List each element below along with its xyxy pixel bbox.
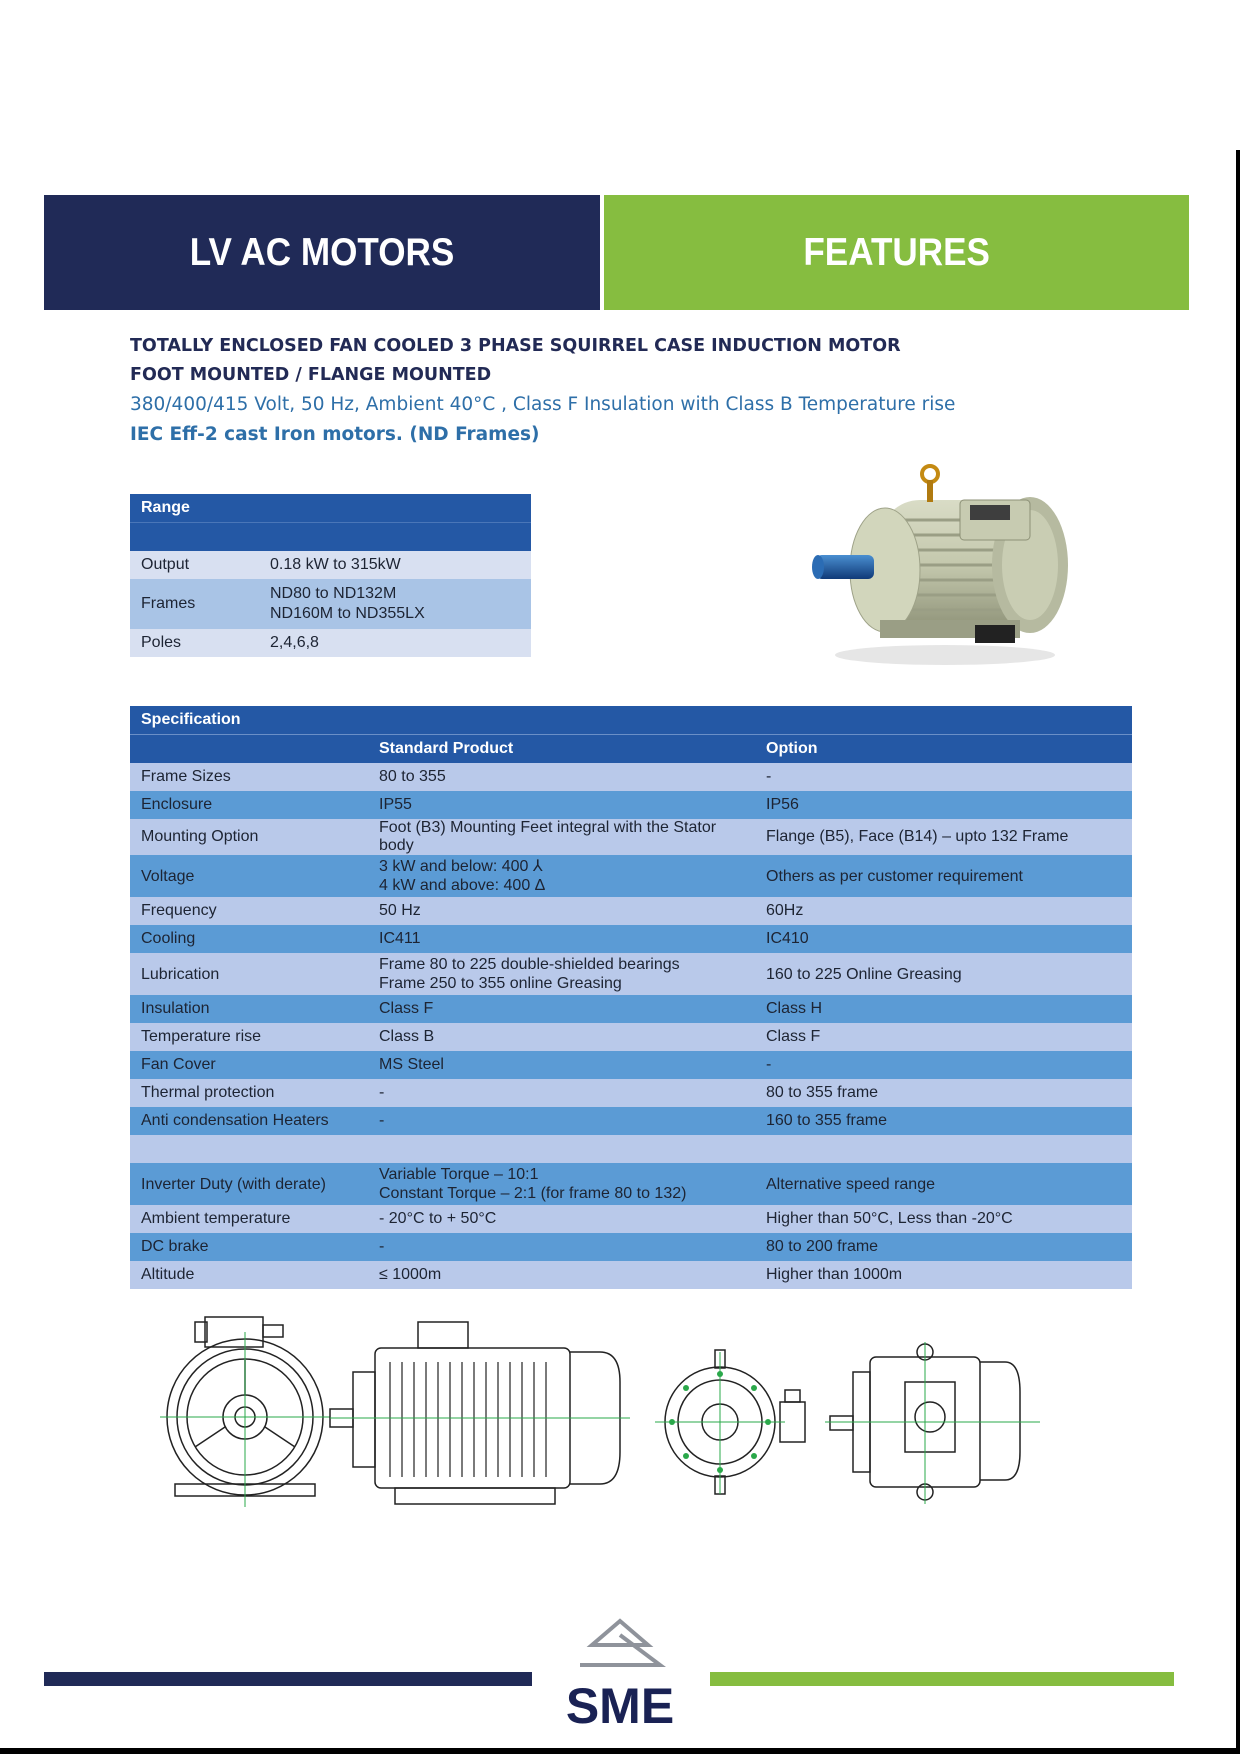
table-row xyxy=(130,819,1132,855)
spec-label: Ambient temperature xyxy=(130,1205,368,1233)
spec-option: Higher than 50°C, Less than -20°C xyxy=(755,1205,1132,1233)
spec-standard-line: 3 kW and below: 400 ⅄ xyxy=(379,858,543,875)
spec-option: 160 to 225 Online Greasing xyxy=(755,953,1132,995)
spec-option: 80 to 355 frame xyxy=(755,1079,1132,1107)
spec-option: Higher than 1000m xyxy=(755,1261,1132,1289)
spec-label: Frequency xyxy=(130,897,368,925)
footer-bar-right xyxy=(710,1672,1174,1686)
specification-table xyxy=(130,706,1132,1289)
page-border-right xyxy=(1236,150,1240,1754)
page-border-bottom xyxy=(0,1748,1240,1754)
footer-bar-left xyxy=(44,1672,532,1686)
spec-header-blank xyxy=(130,735,368,764)
spec-standard: 50 Hz xyxy=(368,897,755,925)
range-blank-row xyxy=(130,523,531,552)
spec-standard: IP55 xyxy=(368,791,755,819)
spec-option: Class H xyxy=(755,995,1132,1023)
header-right-banner xyxy=(604,195,1189,310)
spec-label: Voltage xyxy=(130,855,368,897)
spec-standard-line: Frame 250 to 355 online Greasing xyxy=(379,975,622,992)
spec-option: 60Hz xyxy=(755,897,1132,925)
table-row xyxy=(130,1051,1132,1079)
table-row xyxy=(130,1163,1132,1205)
intro-block xyxy=(130,336,1130,445)
table-row xyxy=(130,1023,1132,1051)
spec-standard: Class B xyxy=(368,1023,755,1051)
spec-label: Fan Cover xyxy=(130,1051,368,1079)
spec-label: Cooling xyxy=(130,925,368,953)
table-row xyxy=(130,1079,1132,1107)
header-right-title: FEATURES xyxy=(803,230,990,274)
table-row xyxy=(130,1135,1132,1163)
table-row xyxy=(130,551,531,579)
table-row xyxy=(130,995,1132,1023)
spec-standard-line: 4 kW and above: 400 Δ xyxy=(379,877,546,894)
range-title: Range xyxy=(130,494,531,523)
spec-option: - xyxy=(755,763,1132,791)
range-value-line: ND160M to ND355LX xyxy=(270,605,425,622)
spec-option: IC410 xyxy=(755,925,1132,953)
intro-line-efficiency: IEC Eff-2 cast Iron motors. (ND Frames) xyxy=(130,424,540,445)
spec-option: Flange (B5), Face (B14) – upto 132 Frame xyxy=(755,819,1132,855)
spec-standard: Class F xyxy=(368,995,755,1023)
spec-option: - xyxy=(755,1051,1132,1079)
table-row xyxy=(130,855,1132,897)
spec-standard: - xyxy=(368,1107,755,1135)
spec-option: Others as per customer requirement xyxy=(755,855,1132,897)
range-value xyxy=(259,579,531,629)
range-value-line: ND80 to ND132M xyxy=(270,585,397,602)
spec-label: Temperature rise xyxy=(130,1023,368,1051)
spec-label: Inverter Duty (with derate) xyxy=(130,1163,368,1205)
spec-standard: - xyxy=(368,1233,755,1261)
spec-label: Mounting Option xyxy=(130,819,368,855)
header-left-banner xyxy=(44,195,600,310)
spec-standard: Foot (B3) Mounting Feet integral with the Stator body xyxy=(368,819,755,855)
specification-title: Specification xyxy=(130,706,1132,735)
table-row xyxy=(130,1205,1132,1233)
intro-line-ratings: 380/400/415 Volt, 50 Hz, Ambient 40°C , Class F Insulation with Class B Temperature rise xyxy=(130,394,956,415)
spec-label: DC brake xyxy=(130,1233,368,1261)
spec-standard: - xyxy=(368,1079,755,1107)
spec-option: 80 to 200 frame xyxy=(755,1233,1132,1261)
spec-standard xyxy=(368,1163,755,1205)
spec-option: Alternative speed range xyxy=(755,1163,1132,1205)
spec-standard: 80 to 355 xyxy=(368,763,755,791)
spec-label: Anti condensation Heaters xyxy=(130,1107,368,1135)
spec-standard: - 20°C to + 50°C xyxy=(368,1205,755,1233)
spec-label: Insulation xyxy=(130,995,368,1023)
spec-label: Lubrication xyxy=(130,953,368,995)
intro-line-mounting: FOOT MOUNTED / FLANGE MOUNTED xyxy=(130,365,492,385)
spec-standard xyxy=(368,953,755,995)
spec-option: 160 to 355 frame xyxy=(755,1107,1132,1135)
header-left-title: LV AC MOTORS xyxy=(189,230,455,274)
spec-standard-line: Variable Torque – 10:1 xyxy=(379,1166,539,1183)
spec-standard: ≤ 1000m xyxy=(368,1261,755,1289)
sme-logo-text: SME xyxy=(565,1678,675,1734)
table-row xyxy=(130,1261,1132,1289)
range-value: 2,4,6,8 xyxy=(259,629,531,657)
spec-option: IP56 xyxy=(755,791,1132,819)
spec-label: Thermal protection xyxy=(130,1079,368,1107)
spec-standard xyxy=(368,1135,755,1163)
motor-photo xyxy=(810,460,1080,670)
spec-label: Frame Sizes xyxy=(130,763,368,791)
spec-option: Class F xyxy=(755,1023,1132,1051)
spec-standard-line: Frame 80 to 225 double-shielded bearings xyxy=(379,956,680,973)
spec-standard-line: Constant Torque – 2:1 (for frame 80 to 132) xyxy=(379,1185,687,1202)
drawing-side-view xyxy=(330,1322,620,1504)
spec-standard: MS Steel xyxy=(368,1051,755,1079)
table-row xyxy=(130,925,1132,953)
spec-standard xyxy=(368,855,755,897)
table-row xyxy=(130,791,1132,819)
spec-label: Altitude xyxy=(130,1261,368,1289)
table-row xyxy=(130,579,531,629)
range-label: Frames xyxy=(130,579,259,629)
spec-header-option: Option xyxy=(755,735,1132,764)
spec-option xyxy=(755,1135,1132,1163)
range-label: Poles xyxy=(130,629,259,657)
motor-dimension-drawings xyxy=(160,1312,1080,1508)
sme-logo xyxy=(540,1615,700,1745)
table-row xyxy=(130,629,531,657)
spec-label: Enclosure xyxy=(130,791,368,819)
spec-standard: IC411 xyxy=(368,925,755,953)
range-table xyxy=(130,494,531,657)
spec-label xyxy=(130,1135,368,1163)
table-row xyxy=(130,1233,1132,1261)
spec-header-standard: Standard Product xyxy=(368,735,755,764)
range-value: 0.18 kW to 315kW xyxy=(259,551,531,579)
table-row xyxy=(130,763,1132,791)
table-row xyxy=(130,897,1132,925)
sme-logo-mark xyxy=(580,1621,660,1665)
range-label: Output xyxy=(130,551,259,579)
intro-line-motor-type: TOTALLY ENCLOSED FAN COOLED 3 PHASE SQUIRREL CASE INDUCTION MOTOR xyxy=(130,336,901,356)
table-row xyxy=(130,953,1132,995)
table-row xyxy=(130,1107,1132,1135)
